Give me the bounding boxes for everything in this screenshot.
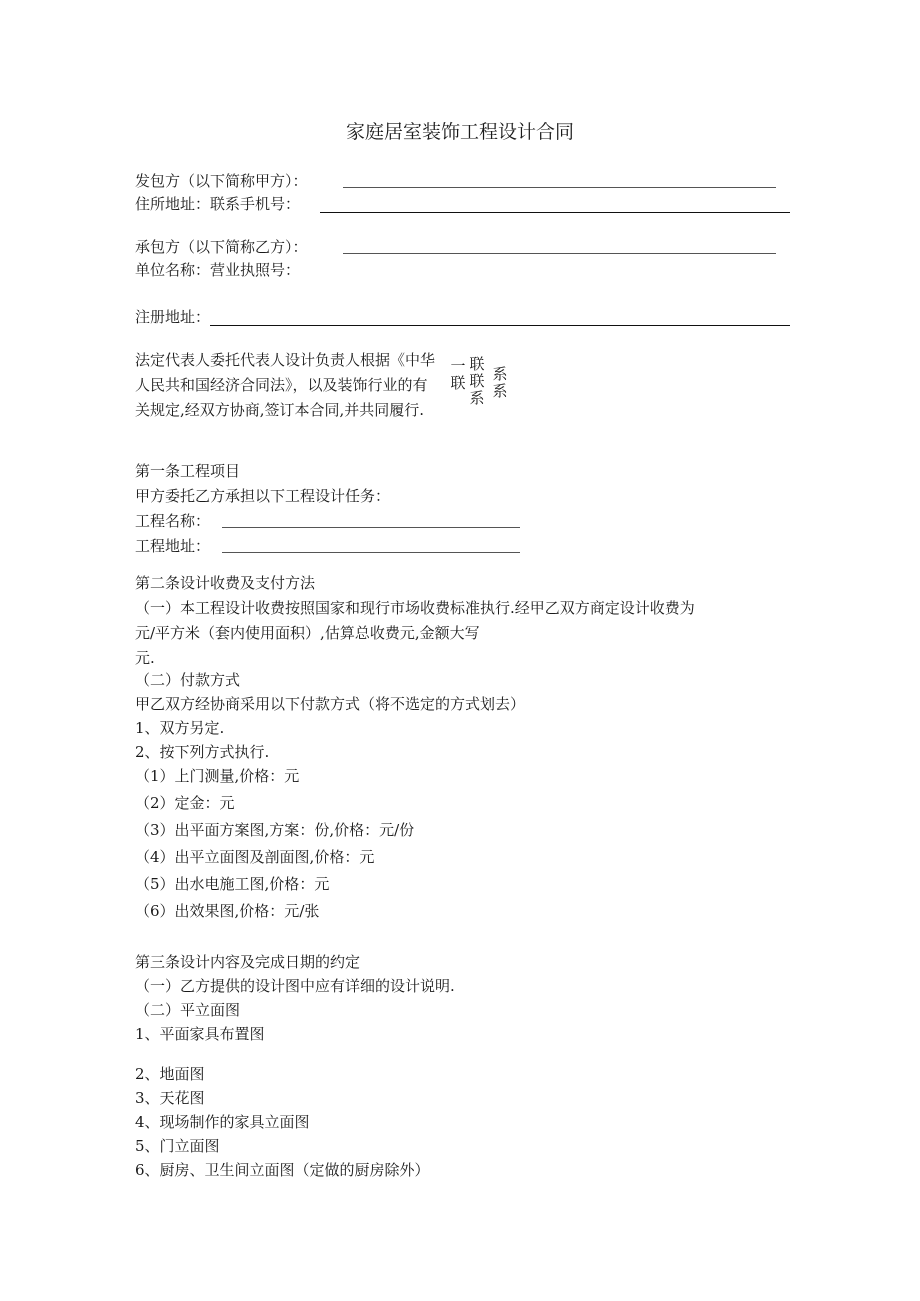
article2-item1-line1: （一）本工程设计收费按照国家和现行市场收费标准执行.经甲乙双方商定设计收费为 [135,599,695,617]
drawing-list-item-1: 1、平面家具布置图 [135,1025,265,1043]
payment-sub-6: （6）出效果图,价格：元/张 [135,902,320,920]
side-note-col1: 一联 [450,357,466,392]
article2-item2: （二）付款方式 [135,671,241,689]
drawing-list-item-2: 2、地面图 [135,1065,205,1083]
article2-heading: 第二条设计收费及支付方法 [135,574,316,592]
payment-option-2: 2、按下列方式执行. [135,743,270,761]
page-title: 家庭居室装饰工程设计合同 [345,121,574,143]
drawing-list-item-6: 6、厨房、卫生间立面图（定做的厨房除外） [135,1161,430,1179]
article3-item1: （一）乙方提供的设计图中应有详细的设计说明. [135,977,455,995]
side-note-col3: 系系 [492,365,508,400]
payment-option-1: 1、双方另定. [135,719,225,737]
party-b-reg-address: 注册地址： [135,308,211,326]
article2-item1-line3: 元. [135,649,155,667]
reg-address-rule [210,325,790,326]
payment-sub-3: （3）出平面方案图,方案：份,价格：元/份 [135,821,415,839]
side-note-col2: 联联系 [469,355,485,407]
payment-sub-5: （5）出水电施工图,价格：元 [135,875,330,893]
project-address-blank [222,552,520,553]
article1-intro: 甲方委托乙方承担以下工程设计任务： [135,487,391,505]
payment-sub-4: （4）出平立面图及剖面图,价格：元 [135,848,375,866]
drawing-list-item-4: 4、现场制作的家具立面图 [135,1113,310,1131]
payment-sub-2: （2）定金：元 [135,794,235,812]
party-a-address-line: 住所地址：联系手机号： [135,195,301,213]
article2-item2-intro: 甲乙双方经协商采用以下付款方式（将不选定的方式划去） [135,695,526,713]
drawing-list-item-3: 3、天花图 [135,1089,205,1107]
article3-heading: 第三条设计内容及完成日期的约定 [135,953,361,971]
party-b-label: 承包方（以下简称乙方）： [135,238,308,256]
party-b-blank-line [343,253,776,254]
article1-heading: 第一条工程项目 [135,462,241,480]
party-a-blank-line [343,187,776,188]
article3-item2: （二）平立面图 [135,1001,241,1019]
drawing-list-item-5: 5、门立面图 [135,1137,220,1155]
preamble-text: 法定代表人委托代表人设计负责人根据《中华人民共和国经济合同法》，以及装饰行业的有关规定,经双方协商,签订本合同,并共同履行. [135,351,436,419]
project-name-blank [222,527,520,528]
article2-item1-line2: 元/平方米（套内使用面积）,估算总收费元,金额大写 [135,624,480,642]
party-a-address-rule [320,212,790,213]
party-a-label: 发包方（以下简称甲方）： [135,172,308,190]
party-b-unit-line: 单位名称：营业执照号： [135,261,301,279]
payment-sub-1: （1）上门测量,价格：元 [135,767,300,785]
project-address-label: 工程地址： [135,537,211,555]
project-name-label: 工程名称： [135,512,211,530]
